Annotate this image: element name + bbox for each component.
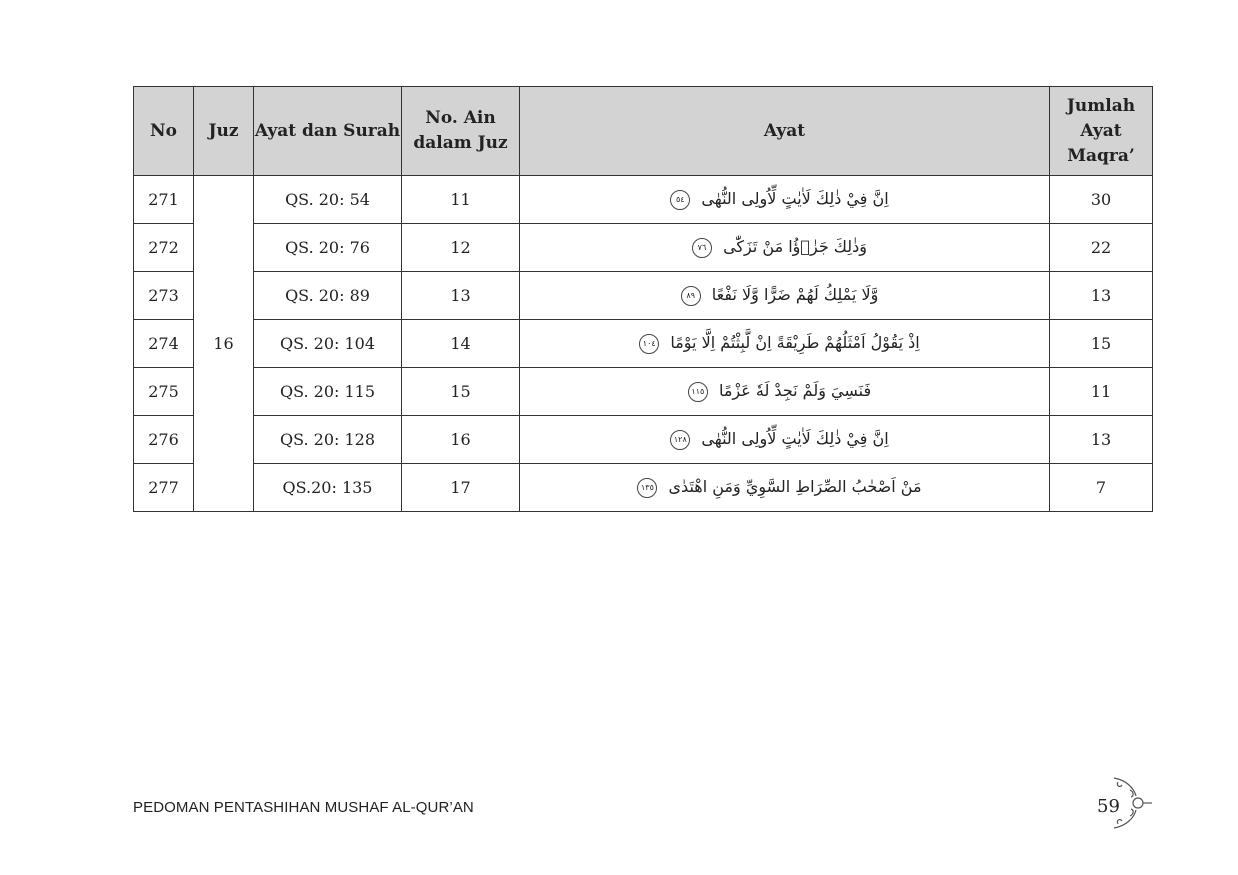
header-no-ain: [402, 87, 520, 176]
cell-ain: 11: [402, 176, 520, 224]
header-row: [134, 87, 1153, 176]
ayat-text: اِذْ يَقُوْلُ اَمْثَلُهُمْ طَرِيْقَةً اِنْ لَّبِثْتُمْ اِلَّا يَوْمًا: [670, 333, 920, 353]
cell-juz: 16: [194, 176, 254, 512]
cell-no: 275: [134, 368, 194, 416]
cell-ref: QS.20: 135: [254, 464, 402, 512]
ayah-number-marker: ١٣٥: [637, 478, 657, 498]
cell-ayat: [520, 464, 1050, 512]
table-row: [134, 368, 1153, 416]
cell-ain: 12: [402, 224, 520, 272]
table-row: [134, 224, 1153, 272]
cell-ayat: [520, 320, 1050, 368]
cell-ayat: [520, 272, 1050, 320]
cell-no: 274: [134, 320, 194, 368]
cell-ref: QS. 20: 104: [254, 320, 402, 368]
cell-ayat: [520, 368, 1050, 416]
cell-ref: QS. 20: 76: [254, 224, 402, 272]
ayat-text: وَذٰلِكَ جَزٰۤؤُا مَنْ تَزَكّٰى: [723, 237, 868, 257]
header-jumlah-line2: Ayat: [1080, 120, 1122, 141]
cell-jumlah: 22: [1050, 224, 1153, 272]
ayah-number-marker: ١١٥: [688, 382, 708, 402]
ayah-number-marker: ١٠٤: [639, 334, 659, 354]
cell-ain: 15: [402, 368, 520, 416]
cell-ayat: [520, 224, 1050, 272]
ayat-text: اِنَّ فِيْ ذٰلِكَ لَاٰيٰتٍ لِّاُولِى النُّهٰى: [701, 189, 889, 209]
footer-book-title: PEDOMAN PENTASHIHAN MUSHAF AL-QUR’AN: [133, 799, 474, 816]
header-no-ain-line1: No. Ain: [425, 108, 496, 128]
cell-ain: 14: [402, 320, 520, 368]
ayah-number-marker: ١٢٨: [670, 430, 690, 450]
cell-ayat: [520, 176, 1050, 224]
table-row: [134, 464, 1153, 512]
ayah-number-marker: ٥٤: [670, 190, 690, 210]
header-ayat-dan-surah: Ayat dan Surah: [254, 87, 402, 176]
cell-ref: QS. 20: 89: [254, 272, 402, 320]
header-juz: Juz: [194, 87, 254, 176]
cell-jumlah: 11: [1050, 368, 1153, 416]
cell-jumlah: 15: [1050, 320, 1153, 368]
cell-no: 273: [134, 272, 194, 320]
cell-no: 277: [134, 464, 194, 512]
cell-ref: QS. 20: 128: [254, 416, 402, 464]
maqra-table: [133, 86, 1153, 512]
ayah-number-marker: ٨٩: [681, 286, 701, 306]
cell-ain: 17: [402, 464, 520, 512]
cell-ref: QS. 20: 54: [254, 176, 402, 224]
header-no-ain-line2: dalam Juz: [413, 133, 508, 153]
cell-ain: 16: [402, 416, 520, 464]
table-row: [134, 272, 1153, 320]
header-no: No: [134, 87, 194, 176]
cell-jumlah: 30: [1050, 176, 1153, 224]
table-row: [134, 176, 1153, 224]
ayat-text: فَنَسِيَ وَلَمْ نَجِدْ لَهٗ عَزْمًا: [718, 381, 872, 401]
cell-jumlah: 13: [1050, 416, 1153, 464]
floral-corner-ornament-icon: [1108, 774, 1154, 832]
ayat-text: مَنْ اَصْحٰبُ الصِّرَاطِ السَّوِيِّ وَمَنِ اهْتَدٰى: [668, 477, 922, 497]
page-number: 59: [1097, 796, 1120, 817]
header-jumlah-line1: Jumlah: [1066, 95, 1136, 116]
cell-jumlah: 7: [1050, 464, 1153, 512]
ayat-text: اِنَّ فِيْ ذٰلِكَ لَاٰيٰتٍ لِّاُولِى النُّهٰى: [701, 429, 889, 449]
header-jumlah: [1050, 87, 1153, 176]
ayah-number-marker: ٧٦: [692, 238, 712, 258]
cell-ayat: [520, 416, 1050, 464]
table-row: [134, 416, 1153, 464]
cell-no: 272: [134, 224, 194, 272]
cell-no: 276: [134, 416, 194, 464]
ayat-text: وَّلَا يَمْلِكُ لَهُمْ ضَرًّا وَّلَا نَفْعًا: [711, 285, 879, 305]
cell-ain: 13: [402, 272, 520, 320]
cell-jumlah: 13: [1050, 272, 1153, 320]
header-ayat: Ayat: [520, 87, 1050, 176]
header-jumlah-line3: Maqra’: [1067, 145, 1135, 166]
cell-ref: QS. 20: 115: [254, 368, 402, 416]
cell-no: 271: [134, 176, 194, 224]
table-row: [134, 320, 1153, 368]
